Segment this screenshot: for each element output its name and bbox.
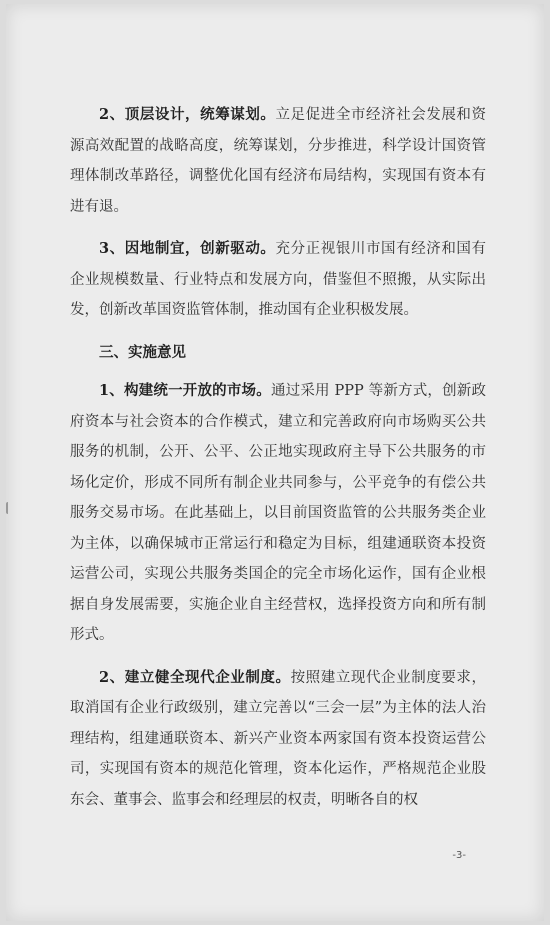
paragraph-text: 通过采用 PPP 等新方式，创新政府资本与社会资本的合作模式，建立和完善政府向市场购买公共服务的机制，公开、公平、公正地实现政府主导下公共服务的市场化定价，形成不同所有制企业共同参与，公平竞争的有偿公共服务交易市场。在此基础上，以目前国资监管的公共服务类企业为主体，以确保城市正常运行和稳定为目标，组建通联资本投资运营公司，实现公共服务类国企的完全市场化运作，国有企业根据自身发展需要，实施企业自主经营权，选择投资方向和所有制形式。 (70, 383, 486, 643)
paragraph-heading: 2、顶层设计，统筹谋划。 (99, 106, 276, 123)
page-number: -3- (452, 850, 466, 861)
scan-edge-mark (6, 502, 14, 514)
paragraph-text: 充分正视银川市国有经济和国有企业规模数量、行业特点和发展方向，借鉴但不照搬，从实际出发，创新改革国资监管体制，推动国有企业积极发展。 (70, 241, 487, 318)
paragraph-text: 按照建立现代企业制度要求，取消国有企业行政级别，建立完善以“三会一层”为主体的法人治理结构，组建通联资本、新兴产业资本两家国有资本投资运营公司，实现国有资本的规范化管理，资本化运作，严格规范企业股东会、董事会、监事会和经理层的权责，明晰各自的权 (70, 669, 487, 808)
document-page (6, 4, 544, 921)
paragraph-heading: 1、构建统一开放的市场。 (99, 382, 271, 399)
paragraph-heading: 3、因地制宜，创新驱动。 (99, 240, 276, 257)
paragraph-unified-market (70, 376, 486, 651)
document-body (70, 100, 486, 827)
paragraph-heading: 2、建立健全现代企业制度。 (99, 668, 291, 686)
paragraph-top-level-design (70, 100, 486, 222)
paragraph-modern-enterprise (70, 663, 486, 816)
paragraph-text: 立足促进全市经济社会发展和资源高效配置的战略高度，统筹谋划，分步推进，科学设计国资管理体制改革路径，调整优化国有经济布局结构，实现国有资本有进有退。 (70, 107, 487, 215)
section-heading: 三、实施意见 (99, 343, 186, 361)
paragraph-local-conditions (70, 234, 486, 326)
